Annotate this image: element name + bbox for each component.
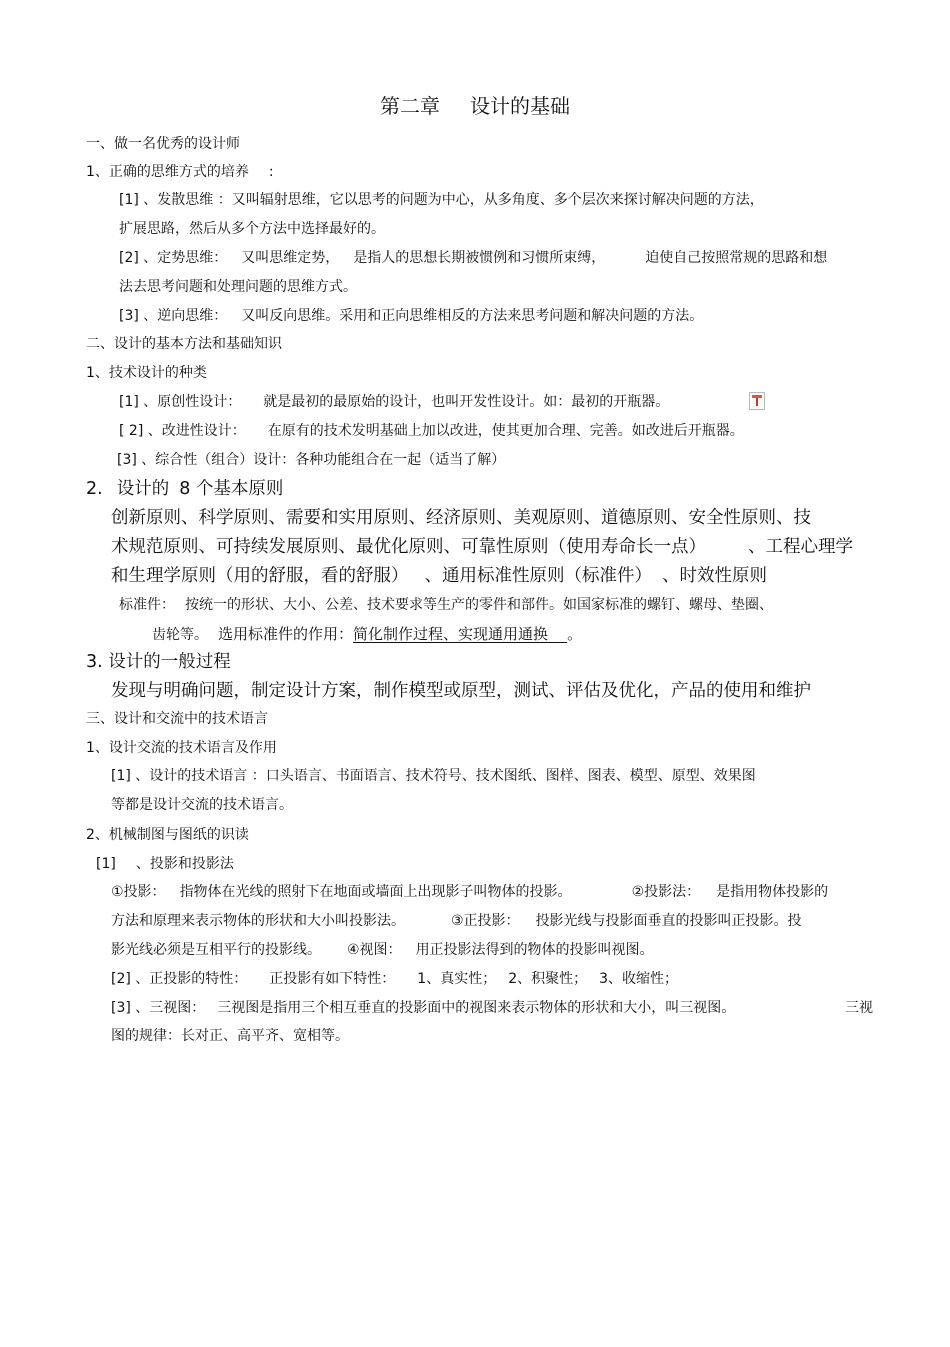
section-heading-2: 二、设计的基本方法和基础知识: [86, 336, 282, 352]
subsection-heading: 1、正确的思维方式的培养 :: [86, 164, 274, 180]
paragraph-line: 扩展思路，然后从多个方法中选择最好的。: [119, 221, 385, 237]
paragraph-line: [3] 、综合性（组合）设计：各种功能组合在一起（适当了解）: [117, 452, 506, 468]
bottle-opener-image-icon: [749, 392, 765, 410]
paragraph-line: [3] 、逆向思维： 又叫反向思维。采用和正向思维相反的方法来思考问题和解决问题的方法。: [119, 308, 704, 324]
paragraph-line: [2] 、正投影的特性： 正投影有如下特性： 1、真实性； 2、积聚性； 3、收缩性；: [111, 971, 679, 987]
paragraph-line: 图的规律：长对正、高平齐、宽相等。: [111, 1028, 349, 1044]
paragraph-line: [2] 、定势思维： 又叫思维定势， 是指人的思想长期被惯例和习惯所束缚， 迫使自己按照常规的思路和想: [119, 250, 828, 266]
principles-line: 和生理学原则（用的舒服，看的舒服） 、通用标准性原则（标准件） 、时效性原则: [111, 566, 767, 586]
paragraph-line: [1] 、原创性设计： 就是最初的最原始的设计，也叫开发性设计。如：最初的开瓶器。: [119, 394, 670, 410]
section-heading-3: 三、设计和交流中的技术语言: [86, 711, 268, 727]
paragraph-line: [1] 、设计的技术语言 ：口头语言、书面语言、技术符号、技术图纸、图样、图表、模型、原型、效果图: [111, 768, 756, 784]
chapter-name: 设计的基础: [470, 94, 570, 118]
subsection-heading: 2、机械制图与图纸的识读: [86, 827, 249, 843]
paragraph-line: ①投影： 指物体在光线的照射下在地面或墙面上出现影子叫物体的投影。 ②投影法： 是指用物体投影的: [111, 884, 829, 900]
paragraph-line: 影光线必须是互相平行的投影线。 ④视图： 用正投影法得到的物体的投影叫视图。: [111, 942, 654, 958]
process-line: 发现与明确问题，制定设计方案，制作模型或原型，测试、评估及优化，产品的使用和维护: [111, 681, 811, 701]
principles-line: 创新原则、科学原则、需要和实用原则、经济原则、美观原则、道德原则、安全性原则、技: [111, 508, 811, 528]
paragraph-line-tail: 三视: [845, 1000, 873, 1016]
chapter-number: 第二章: [380, 94, 440, 118]
paragraph-line: 齿轮等。 选用标准件的作用：简化制作过程、实现通用通换 。: [152, 625, 583, 643]
paragraph-line: [3] 、三视图： 三视图是指用三个相互垂直的投影面中的视图来表示物体的形状和大小，叫三视图。: [111, 1000, 736, 1016]
paragraph-line: 法去思考问题和处理问题的思维方式。: [119, 279, 357, 295]
section-heading-1: 一、做一名优秀的设计师: [86, 136, 240, 152]
paragraph-line: [1] 、投影和投影法: [96, 856, 234, 872]
paragraph-line: [1] 、发散思维 ：又叫辐射思维，它以思考的问题为中心，从多角度、多个层次来探讨解决问题的方法，: [119, 192, 764, 208]
underlined-phrase: 简化制作过程、实现通用通换: [353, 625, 549, 643]
subsection-heading: 1、设计交流的技术语言及作用: [86, 740, 277, 756]
paragraph-line: 方法和原理来表示物体的形状和大小叫投影法。 ③正投影： 投影光线与投影面垂直的投影叫正投影。投: [111, 913, 802, 929]
paragraph-line: 标准件： 按统一的形状、大小、公差、技术要求等生产的零件和部件。如国家标准的螺钉、螺母、垫圈、: [119, 597, 773, 613]
chapter-title: [380, 96, 570, 116]
paragraph-line: [ 2] 、改进性设计： 在原有的技术发明基础上加以改进，使其更加合理、完善。如改进后开瓶器。: [119, 423, 744, 439]
subsection-heading-large: 3. 设计的一般过程: [86, 652, 231, 672]
subsection-heading-large: 2. 设计的 8 个基本原则: [86, 479, 284, 499]
principles-line: 术规范原则、可持续发展原则、最优化原则、可靠性原则（使用寿命长一点） 、工程心理学: [111, 537, 853, 557]
subsection-heading: 1、技术设计的种类: [86, 365, 207, 381]
paragraph-line: 等都是设计交流的技术语言。: [111, 797, 293, 813]
